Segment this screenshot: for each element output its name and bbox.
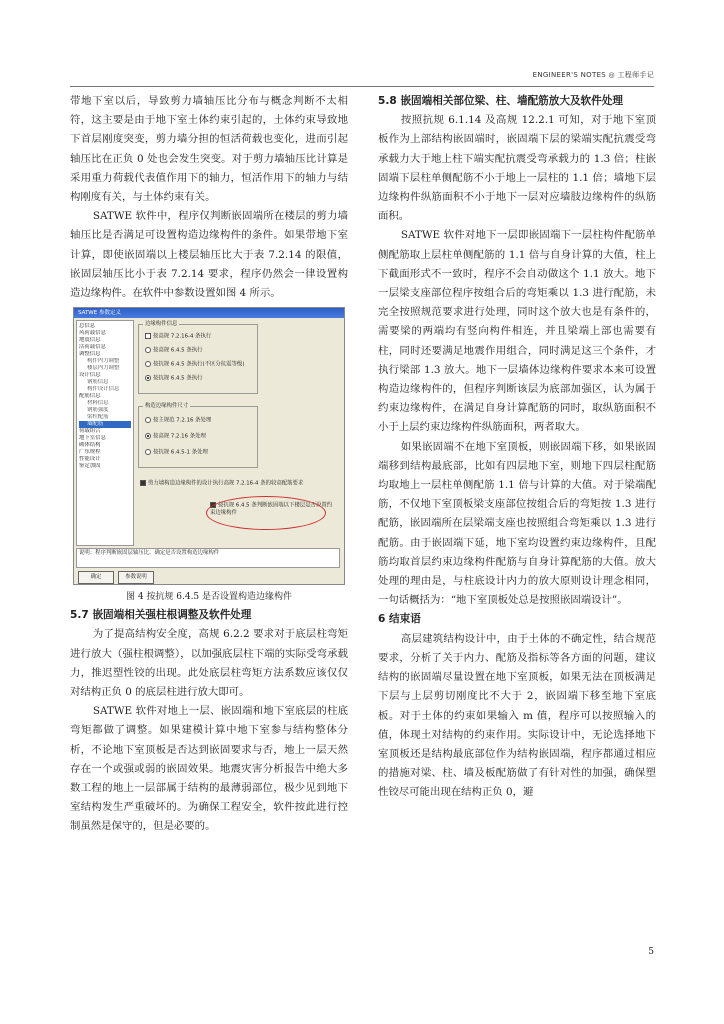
param-help-button[interactable]: 参数说明 xyxy=(118,571,154,584)
tree-item[interactable]: 地下室信息 xyxy=(79,435,106,442)
parameter-tree xyxy=(76,320,134,546)
right-paragraph-2: SATWE 软件对地下一层即嵌固端下一层柱构件配筋单侧配筋取上层柱单侧配筋的 1.1 倍与自身计算的大值，柱上下截面形式不一致时，程序不会自动做这个 1.1 放大。地下一层梁支座部位程序按组合后的弯矩乘以 1.3 进行配筋，未完全按照规范要求进行处理，同时这个放大也是有条件的，需要梁的两端均有竖向构件相连，并且梁端上部也需要有柱，同时还要满足地震作用组合，同时满足这三个条件，才执行梁部 1.3 放大。地下一层墙体边缘构件要求本来可设置构造边缘构件的，但程序判断该层为底部加强区，认为属于约束边缘构件，在满足自身计算配筋的同时，取纵筋面积不小于上层约束边缘构件纵筋面积，两者取大。 xyxy=(378,229,656,434)
tree-subitem[interactable]: 构件设计信息 xyxy=(87,386,120,393)
tree-item[interactable]: 性能设计 xyxy=(79,456,101,463)
right-paragraph-1: 按照抗规 6.1.14 及高规 12.2.1 可知，对于地下室顶板作为上部结构嵌固端时，嵌固端下层的梁端实配抗震受弯承载力大于地上柱下端实配抗震受弯承载力的 1.3 倍；柱嵌固端下层柱单侧配筋不小于地上一层柱的 1.1 倍；墙地下层边缘构件纵筋面积不小于地下一层对应墙肢边缘构件的纵筋面积。 xyxy=(378,114,656,223)
check-a[interactable]: 剪力墙构造边缘构件的设计执行高规 7.2.16-4 条的较高配筋要求 xyxy=(140,480,336,488)
tree-subitem[interactable]: 钢筋信息 xyxy=(87,379,109,386)
radio-icon xyxy=(145,417,151,423)
tree-item[interactable]: 广东规程 xyxy=(79,449,101,456)
tree-item[interactable]: 风荷载信息 xyxy=(79,330,106,337)
radio-icon xyxy=(145,449,151,455)
check-b[interactable]: 按抗规 6.4.5 条判断嵌固端以下楼层是否设置约束边缘构件 xyxy=(210,502,333,516)
tree-item[interactable]: 荷载组合 xyxy=(79,428,101,435)
checkbox-checked-icon xyxy=(140,480,146,486)
edge-size-group xyxy=(138,403,258,468)
radio-icon xyxy=(145,347,151,353)
radio-icon xyxy=(145,361,151,367)
checkbox-icon xyxy=(145,333,151,339)
section-5-7-heading: 5.7 嵌固端相关强柱根调整及软件处理 xyxy=(70,609,252,622)
tree-subitem[interactable]: 构件内力调整 xyxy=(87,358,120,365)
dialog-note: 说明：程序判断嵌固层轴压比，确定是否设置构造边缘构件 xyxy=(76,548,340,568)
section-6-heading: 6 结束语 xyxy=(378,613,421,626)
left-paragraph-3: 为了提高结构安全度，高规 6.2.2 要求对于底层柱弯矩进行放大（强柱根调整），以加强底层柱下端的实际受弯承载力，推迟塑性铰的出现。此处底层柱弯矩方法系数应该仅仅对结构正负 0 的底层柱进行放大即可。 xyxy=(70,628,348,699)
radio-selected-icon xyxy=(145,375,151,381)
g2-radio-2[interactable]: 按高规 7.2.16 条处理 xyxy=(145,433,206,441)
right-column xyxy=(378,92,656,803)
page-number: 5 xyxy=(648,947,654,957)
edge-member-group xyxy=(138,321,258,394)
header-rule xyxy=(70,86,654,87)
tree-subitem[interactable]: 钢筋强度 xyxy=(87,407,109,414)
ok-button[interactable]: 确定 xyxy=(78,571,114,584)
tree-item[interactable]: 设计信息 xyxy=(79,372,101,379)
tree-item[interactable]: 调整信息 xyxy=(79,351,101,358)
left-column xyxy=(70,92,348,837)
group-title: 边缘构件信息 xyxy=(145,321,178,328)
tree-item[interactable]: 地震信息 xyxy=(79,337,101,344)
left-paragraph-1: 带地下室以后，导致剪力墙轴压比分布与概念判断不太相符，这主要是由于地下室土体约束引起的，土体约束导致地下首层刚度突变，剪力墙分担的恒活荷载也变化，进而引起轴压比在正负 0 处也会发生突变。对于剪力墙轴压比计算是采用重力荷载代表值作用下的轴力，恒活作用下的轴力与结构刚度有关，与土体约束有关。 xyxy=(70,95,348,204)
tree-subitem[interactable]: 梁柱配筋 xyxy=(87,414,109,421)
g2-radio-1[interactable]: 按主规范 7.2.16 条处理 xyxy=(145,417,211,425)
highlight-oval xyxy=(206,496,326,530)
tree-item[interactable]: 活荷载信息 xyxy=(79,344,106,351)
dialog-titlebar: SATWE 参数定义 xyxy=(74,308,344,318)
running-header: ENGINEER'S NOTES ◎ 工程师手记 xyxy=(532,71,654,79)
g1-radio-3[interactable]: 按抗规 6.4.5 条执行 xyxy=(145,375,203,383)
left-paragraph-4: SATWE 软件对地上一层、嵌固端和地下室底层的柱底弯矩都做了调整。如果建模计算中地下室参与结构整体分析，不论地下室顶板是否达到嵌固要求与否，地上一层天然存在一个或强或弱的嵌固效果。地震灾害分析报告中绝大多数工程的地上一层部属于结构的最薄弱部位，极少见到地下室结构发生严重破坏的。为确保工程安全，软件按此进行控制虽然是保守的，但是必要的。 xyxy=(70,705,348,833)
g1-radio-2[interactable]: 按抗规 6.4.5 条执行(不区分抗震等级) xyxy=(145,361,244,369)
group-title: 构造边缘构件尺寸 xyxy=(145,403,189,410)
tree-item[interactable]: 砌体结构 xyxy=(79,442,101,449)
tree-subitem-selected[interactable]: 墙配筋 xyxy=(79,421,131,428)
left-paragraph-2: SATWE 软件中，程序仅判断嵌固端所在楼层的剪力墙轴压比是否满足可设置构造边缘构件的条件。如果带地下室计算，即使嵌固端以上楼层轴压比大于表 7.2.14 的限值，嵌固层轴压比小于表 7.2.14 要求，程序仍然会一律设置构造边缘构件。在软件中参数设置如图 4 所示。 xyxy=(70,210,348,300)
tree-subitem[interactable]: 楼层内力调整 xyxy=(87,365,120,372)
tree-subitem[interactable]: 材料信息 xyxy=(87,400,109,407)
figure-caption: 图 4 按抗规 6.4.5 是否设置构造边缘构件 xyxy=(125,592,293,603)
radio-selected-icon xyxy=(145,433,151,439)
g1-radio-1[interactable]: 按高规 6.4.5 条执行 xyxy=(145,347,203,355)
tree-item[interactable]: 总信息 xyxy=(79,323,96,330)
tree-item[interactable]: 配筋信息 xyxy=(79,393,101,400)
g2-radio-3[interactable]: 按抗规 6.4.5-1 条处理 xyxy=(145,449,208,457)
section-5-8-heading: 5.8 嵌固端相关部位梁、柱、墙配筋放大及软件处理 xyxy=(378,95,623,107)
right-paragraph-3: 如果嵌固端不在地下室顶板，则嵌固端下移，如果嵌固端移到结构最底部，比如有四层地下室，则地下四层柱配筋均取地上一层柱单侧配筋 1.1 倍与计算的大值。对于梁端配筋，不仅地下室顶板梁支座部位按组合后的弯矩按 1.3 进行配筋，嵌固端所在层梁端支座也按照组合弯矩乘以 1.3 进行配筋。由于嵌固端下延，地下室均设置约束边缘构件，且配筋均取首层约束边缘构件配筋与自身计算配筋的大值。放大处理的理由是，与柱底设计内力的放大原则设计理念相同，一句话概括为：“地下室顶板处总是按照嵌固端设计”。 xyxy=(378,440,656,607)
figure-4-screenshot xyxy=(73,307,345,585)
right-paragraph-4: 高层建筑结构设计中，由于土体的不确定性，结合规范要求，分析了关于内力、配筋及指标等各方面的问题，建议结构的嵌固端尽量设置在地下室顶板，如果无法在顶板满足下层与上层剪切刚度比不大于 2，嵌固端下移至地下室底板。对于土体的约束如果输入 m 值，程序可以按照输入的值，体现土对结构的约束作用。实际设计中，无论选择地下室顶板还是结构最底部位作为结构嵌固端，程序都通过相应的措施对梁、柱、墙及板配筋做了有针对性的加强，确保塑性铰尽可能出现在结构正负 0，避 xyxy=(378,632,656,799)
g1-checkbox[interactable]: 按高规 7.2.16-4 条执行 xyxy=(145,333,211,341)
tree-item[interactable]: 鉴定加固 xyxy=(79,463,101,470)
